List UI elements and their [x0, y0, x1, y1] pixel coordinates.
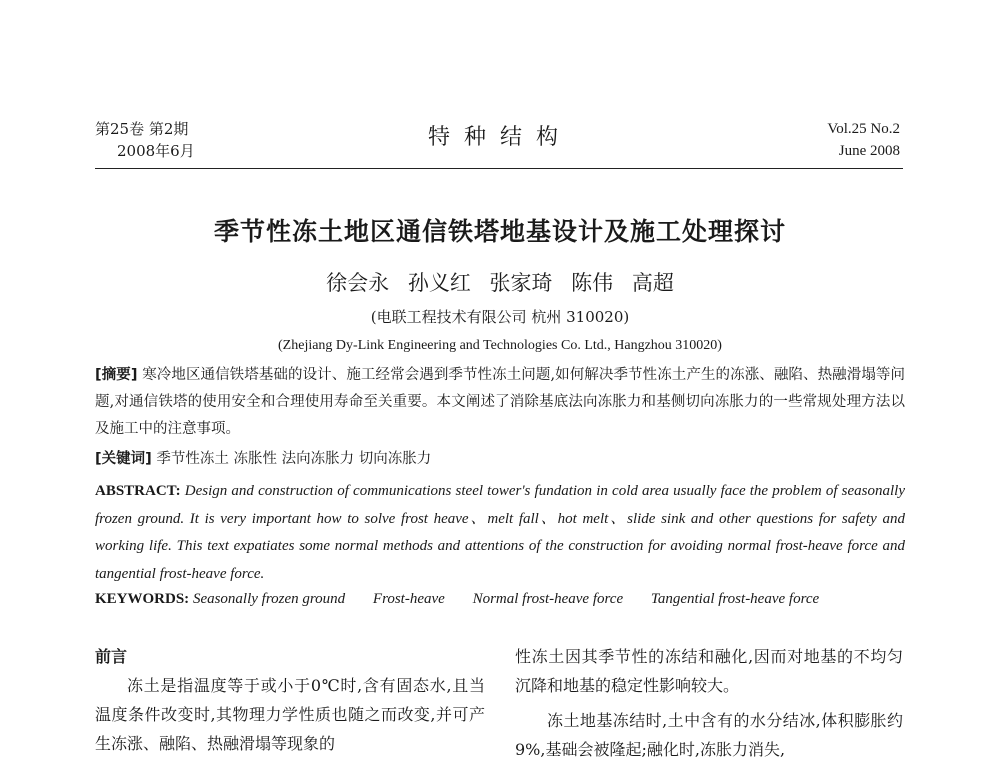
- keywords-cn-label: [关键词]: [95, 451, 152, 467]
- body-paragraph: 性冻土因其季节性的冻结和融化,因而对地基的不均匀沉降和地基的稳定性影响较大。: [515, 647, 903, 695]
- publication-date-en: June 2008: [838, 143, 900, 159]
- keyword-en-item: Seasonally frozen ground: [192, 591, 346, 607]
- keywords-cn-text: 季节性冻土 冻胀性 法向冻胀力 切向冻胀力: [156, 451, 432, 467]
- keyword-en-item: Normal frost-heave force: [472, 591, 624, 607]
- affiliation-cn: (电联工程技术有限公司 杭州 310020): [370, 308, 630, 326]
- abstract-cn-label: [摘要]: [95, 367, 138, 383]
- keywords-cn: [95, 446, 905, 473]
- body-paragraph: 冻土是指温度等于或小于0℃时,含有固态水,且当温度条件改变时,其物理力学性质也随之而改变,并可产生冻涨、融陷、热融滑塌等现象的: [95, 676, 485, 753]
- publication-date: 2008年6月: [117, 142, 195, 160]
- volume-issue-en: Vol.25 No.2: [827, 121, 900, 137]
- journal-volume-info-en: [827, 118, 900, 162]
- volume-issue: 第25卷 第2期: [95, 120, 189, 138]
- keyword-en-item: Frost-heave: [372, 591, 445, 607]
- body-paragraph: 冻土地基冻结时,土中含有的水分结冰,体积膨胀约9%,基础会被隆起;融化时,冻胀力消失,: [515, 711, 903, 759]
- keywords-en: [95, 591, 905, 608]
- abstract-en-label: ABSTRACT:: [95, 483, 181, 499]
- authors: 徐会永 孙义红 张家琦 陈伟 高超: [326, 271, 674, 295]
- keyword-en-item: Tangential frost-heave force: [650, 591, 820, 607]
- body-column-left: [95, 642, 485, 758]
- keywords-en-label: KEYWORDS:: [95, 591, 190, 607]
- body-column-right: [515, 642, 903, 764]
- journal-name: 特种结构: [427, 125, 572, 150]
- abstract-en-text: Design and construction of communications steel tower's fundation in cold area usually face the problem of seasonally frozen ground. It is very important how to solve frost heave、melt fall、hot melt、slide sink and other questions for safety and working life. This text expatiates some normal methods and attentions of the construction for avoiding normal frost-heave force and tangential frost-heave force.: [95, 483, 906, 582]
- affiliation-en: (Zhejiang Dy-Link Engineering and Technologies Co. Ltd., Hangzhou 310020): [278, 338, 722, 353]
- header-rule: [95, 168, 903, 169]
- abstract-en: [95, 478, 905, 588]
- abstract-cn-text: 寒冷地区通信铁塔基础的设计、施工经常会遇到季节性冻土问题,如何解决季节性冻土产生的冻涨、融陷、热融滑塌等问题,对通信铁塔的使用安全和合理使用寿命至关重要。本文阐述了消除基底法向冻胀力和基侧切向冻胀力的一些常规处理方法以及施工中的注意事项。: [95, 367, 906, 437]
- section-heading: 前言: [95, 647, 128, 666]
- abstract-cn: [95, 362, 905, 443]
- paper-title: 季节性冻土地区通信铁塔地基设计及施工处理探讨: [213, 217, 786, 246]
